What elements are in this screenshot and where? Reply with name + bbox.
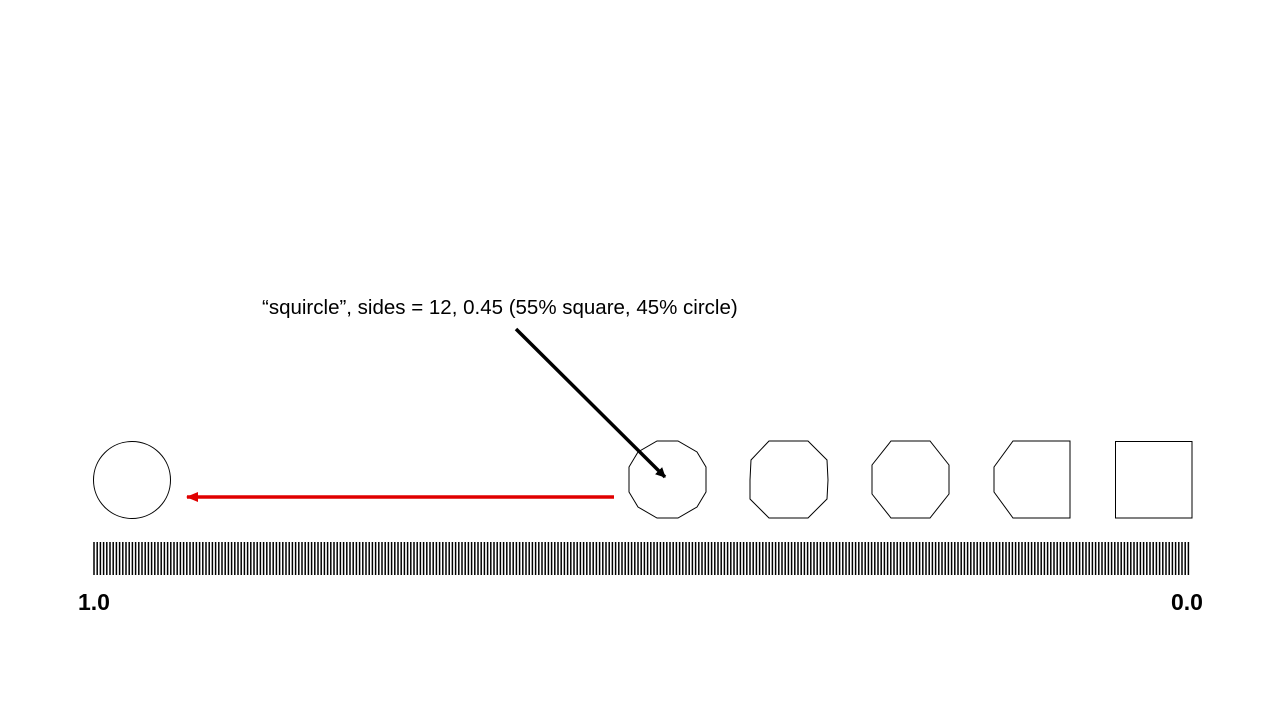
square-shape bbox=[1116, 442, 1193, 519]
circle-shape bbox=[94, 442, 171, 519]
clipped-square-shape bbox=[994, 441, 1070, 518]
octagon-shape bbox=[872, 441, 949, 518]
decagon-shape bbox=[750, 441, 828, 518]
tick-scale bbox=[94, 542, 1188, 575]
callout-arrow bbox=[516, 329, 665, 477]
scale-right-label: 0.0 bbox=[1171, 589, 1203, 615]
caption-text: “squircle”, sides = 12, 0.45 (55% square, 45% circle) bbox=[262, 296, 738, 319]
scale-left-label: 1.0 bbox=[78, 589, 110, 615]
